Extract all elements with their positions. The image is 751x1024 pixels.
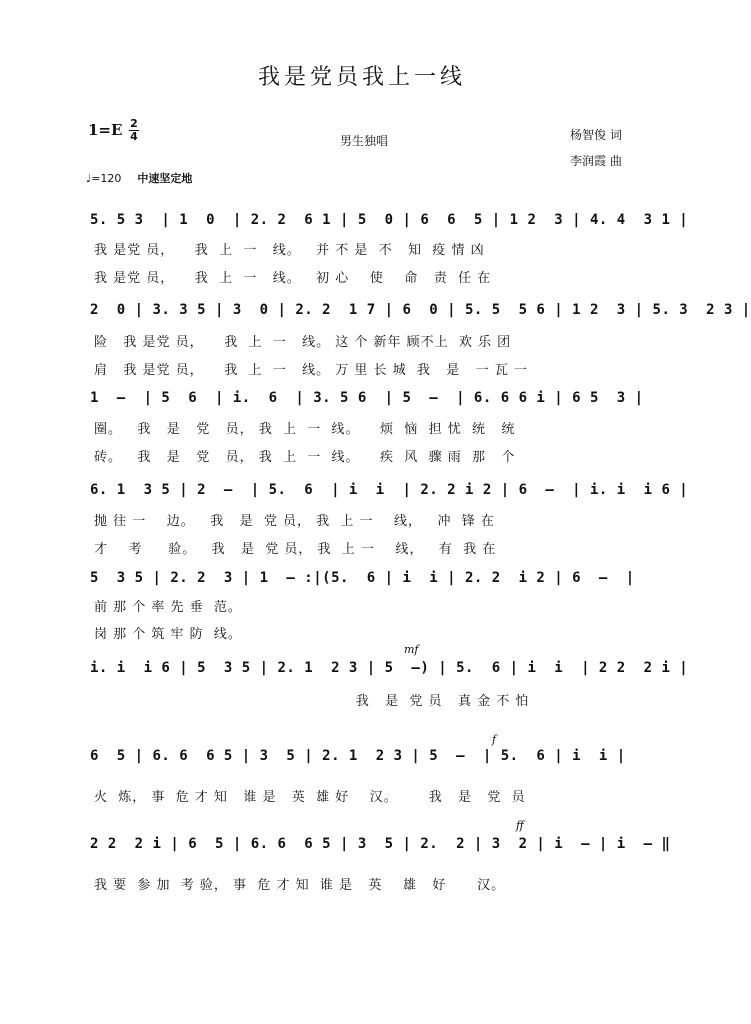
notation-line-1: 5. 5 3 | 1 0 | 2. 2 6 1 | 5 0 | 6 6 5 | 1 2 3 | 4. 4 3 1 | xyxy=(90,212,689,228)
time-signature xyxy=(129,118,139,142)
lyric-line-4-verse-2: 才 考 验。 我 是 党 员， 我 上 一 线， 有 我 在 xyxy=(94,542,497,557)
notation-line-5: 5 3 5 | 2. 2 3 | 1 – :|(5. 6 | i i | 2. 2 i 2 | 6 – | xyxy=(90,570,635,586)
lyric-line-1-verse-2: 我 是党 员， 我 上 一 线。 初 心 使 命 责 任 在 xyxy=(94,271,492,286)
time-signature-bottom: 4 xyxy=(130,130,138,143)
notation-line-6: i. i i 6 | 5 3 5 | 2. 1 2 3 | 5 –) | 5. 6 | i i | 2 2 2 i | xyxy=(90,660,689,676)
lyric-line-5-verse-1: 前 那 个 率 先 垂 范。 xyxy=(94,600,242,615)
time-signature-top: 2 xyxy=(130,117,138,130)
notation-line-8: 2 2 2 i | 6 5 | 6. 6 6 5 | 3 5 | 2. 2 | 3 2 | i – | i – ‖ xyxy=(90,836,671,852)
lyric-line-3-verse-2: 砖。 我 是 党 员， 我 上 一 线。 疾 风 骤 雨 那 个 xyxy=(94,450,516,465)
tempo-expression: 中速坚定地 xyxy=(137,172,193,185)
lyric-line-2-verse-1: 险 我 是党 员， 我 上 一 线。 这 个 新年 顾不上 欢 乐 团 xyxy=(94,335,512,350)
lyric-line-3-verse-1: 圈。 我 是 党 员， 我 上 一 线。 烦 恼 担 忧 统 统 xyxy=(94,422,516,437)
composer-credit: 李润霞 曲 xyxy=(570,154,622,168)
tempo-marking xyxy=(86,170,192,186)
dynamic-f: f xyxy=(492,733,497,746)
lyric-line-2-verse-2: 肩 我 是党 员， 我 上 一 线。 万 里 长 城 我 是 一 瓦 一 xyxy=(94,363,528,378)
tempo-value: ♩=120 xyxy=(86,172,122,185)
notation-line-7: 6 5 | 6. 6 6 5 | 3 5 | 2. 1 2 3 | 5 – | 5. 6 | i i | xyxy=(90,748,626,764)
dynamic-ff: ff xyxy=(516,819,524,832)
lyric-line-6: 我 是 党 员 真 金 不 怕 xyxy=(94,694,530,709)
notation-line-4: 6. 1 3 5 | 2 – | 5. 6 | i i | 2. 2 i 2 | 6 – | i. i i 6 | xyxy=(90,482,689,498)
lyric-line-7: 火 炼， 事 危 才 知 谁 是 英 雄 好 汉。 我 是 党 员 xyxy=(94,790,526,805)
lyric-line-1-verse-1: 我 是党 员， 我 上 一 线。 并 不 是 不 知 疫 情 凶 xyxy=(94,243,485,258)
lyric-line-4-verse-1: 抛 往 一 边。 我 是 党 员， 我 上 一 线， 冲 锋 在 xyxy=(94,514,495,529)
key-signature: 1=E xyxy=(88,121,123,139)
lyric-line-8: 我 要 参 加 考 验， 事 危 才 知 谁 是 英 雄 好 汉。 xyxy=(94,878,506,893)
dynamic-mf: mf xyxy=(404,643,419,656)
performance-type: 男生独唱 xyxy=(340,134,389,148)
lyric-line-5-verse-2: 岗 那 个 筑 牢 防 线。 xyxy=(94,627,242,642)
song-title: 我是党员我上一线 xyxy=(257,65,466,90)
lyricist-credit: 杨智俊 词 xyxy=(570,128,622,142)
notation-line-2: 2 0 | 3. 3 5 | 3 0 | 2. 2 1 7 | 6 0 | 5. 5 5 6 | 1 2 3 | 5. 3 2 3 | xyxy=(90,302,751,318)
notation-line-3: 1 – | 5 6 | i. 6 | 3. 5 6 | 5 – | 6. 6 6 i | 6 5 3 | xyxy=(90,390,644,406)
